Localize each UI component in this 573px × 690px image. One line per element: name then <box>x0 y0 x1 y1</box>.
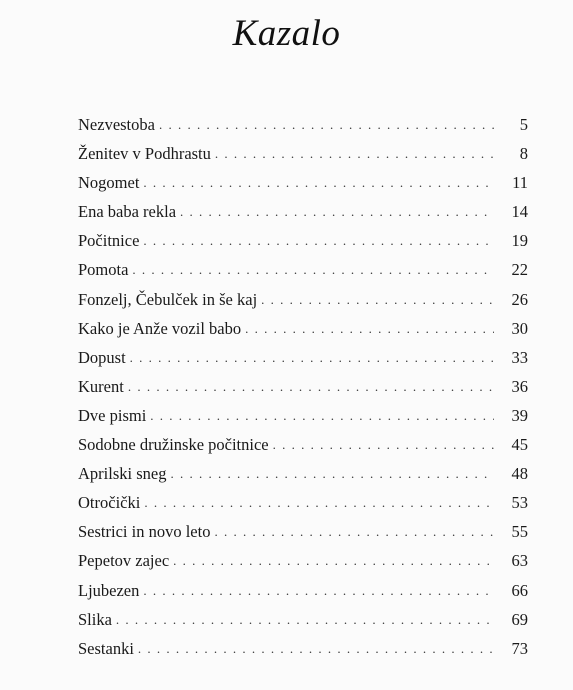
toc-page-number: 14 <box>511 202 528 222</box>
toc-entry-title: Sodobne družinske počitnice <box>78 435 269 455</box>
toc-entry-title: Dve pismi <box>78 405 147 425</box>
toc-page-number: 48 <box>511 464 528 484</box>
toc-page-number: 33 <box>511 347 528 367</box>
toc-entry[interactable] <box>78 285 528 314</box>
toc-page-number: 19 <box>511 231 528 251</box>
toc-entry-title: Pomota <box>78 260 129 280</box>
toc-entry-title: Pepetov zajec <box>78 551 170 571</box>
dot-leader <box>215 139 494 168</box>
toc-entry[interactable] <box>78 401 528 430</box>
dot-leader <box>116 605 494 634</box>
dot-leader <box>143 576 494 605</box>
toc-page-number: 53 <box>511 493 528 513</box>
toc-entry-title: Slika <box>78 609 112 629</box>
toc-page-number: 63 <box>511 551 528 571</box>
dot-leader <box>143 226 494 255</box>
toc-entry-title: Ena baba rekla <box>78 202 177 222</box>
toc-page-number: 39 <box>511 405 528 425</box>
dot-leader <box>144 488 494 517</box>
dot-leader <box>173 546 494 575</box>
toc-entry[interactable] <box>78 605 528 634</box>
toc-entry-title: Aprilski sneg <box>78 464 167 484</box>
toc-entry[interactable] <box>78 168 528 197</box>
toc-entry[interactable] <box>78 255 528 284</box>
toc-entry[interactable] <box>78 372 528 401</box>
toc-entry[interactable] <box>78 459 528 488</box>
toc-entry[interactable] <box>78 576 528 605</box>
dot-leader <box>130 343 494 372</box>
toc-entry[interactable] <box>78 139 528 168</box>
toc-page-number: 69 <box>511 609 528 629</box>
toc-entry-title: Otročički <box>78 493 141 513</box>
toc-entry-title: Kurent <box>78 376 124 396</box>
dot-leader <box>245 314 494 343</box>
toc-page-number: 55 <box>511 522 528 542</box>
toc-entry-title: Fonzelj, Čebulček in še kaj <box>78 289 258 309</box>
dot-leader <box>132 255 494 284</box>
toc-entry[interactable] <box>78 110 528 139</box>
dot-leader <box>128 372 494 401</box>
dot-leader <box>159 110 494 139</box>
toc-page-number: 30 <box>511 318 528 338</box>
toc-page-number: 11 <box>512 173 528 193</box>
toc-page-number: 66 <box>511 580 528 600</box>
toc-entry-title: Nezvestoba <box>78 115 155 134</box>
toc-page-number: 26 <box>511 289 528 309</box>
toc-entry-title: Počitnice <box>78 231 140 251</box>
toc-page-number: 36 <box>511 376 528 396</box>
dot-leader <box>261 285 494 314</box>
toc-entry[interactable] <box>78 546 528 575</box>
table-of-contents <box>78 110 528 663</box>
toc-page-number: 73 <box>511 638 528 658</box>
toc-entry-title: Dopust <box>78 347 126 367</box>
toc-entry[interactable] <box>78 430 528 459</box>
dot-leader <box>150 401 494 430</box>
toc-page-number: 22 <box>511 260 528 280</box>
toc-page-number: 5 <box>519 115 528 134</box>
toc-entry[interactable] <box>78 343 528 372</box>
toc-entry[interactable] <box>78 517 528 546</box>
dot-leader <box>170 459 494 488</box>
toc-entry-title: Nogomet <box>78 173 140 193</box>
dot-leader <box>138 634 494 663</box>
toc-entry[interactable] <box>78 226 528 255</box>
toc-entry-title: Sestrici in novo leto <box>78 522 211 542</box>
toc-entry-title: Kako je Anže vozil babo <box>78 318 242 338</box>
toc-entry-title: Sestanki <box>78 638 134 658</box>
toc-entry[interactable] <box>78 488 528 517</box>
dot-leader <box>143 168 494 197</box>
dot-leader <box>273 430 494 459</box>
toc-entry[interactable] <box>78 634 528 663</box>
page-title: Kazalo <box>232 13 341 54</box>
toc-entry[interactable] <box>78 197 528 226</box>
toc-page-number: 45 <box>511 435 528 455</box>
toc-page-number: 8 <box>519 144 528 164</box>
dot-leader <box>214 517 494 546</box>
toc-entry[interactable] <box>78 314 528 343</box>
dot-leader <box>180 197 494 226</box>
toc-entry-title: Ljubezen <box>78 580 140 600</box>
toc-entry-title: Ženitev v Podhrastu <box>78 144 211 164</box>
